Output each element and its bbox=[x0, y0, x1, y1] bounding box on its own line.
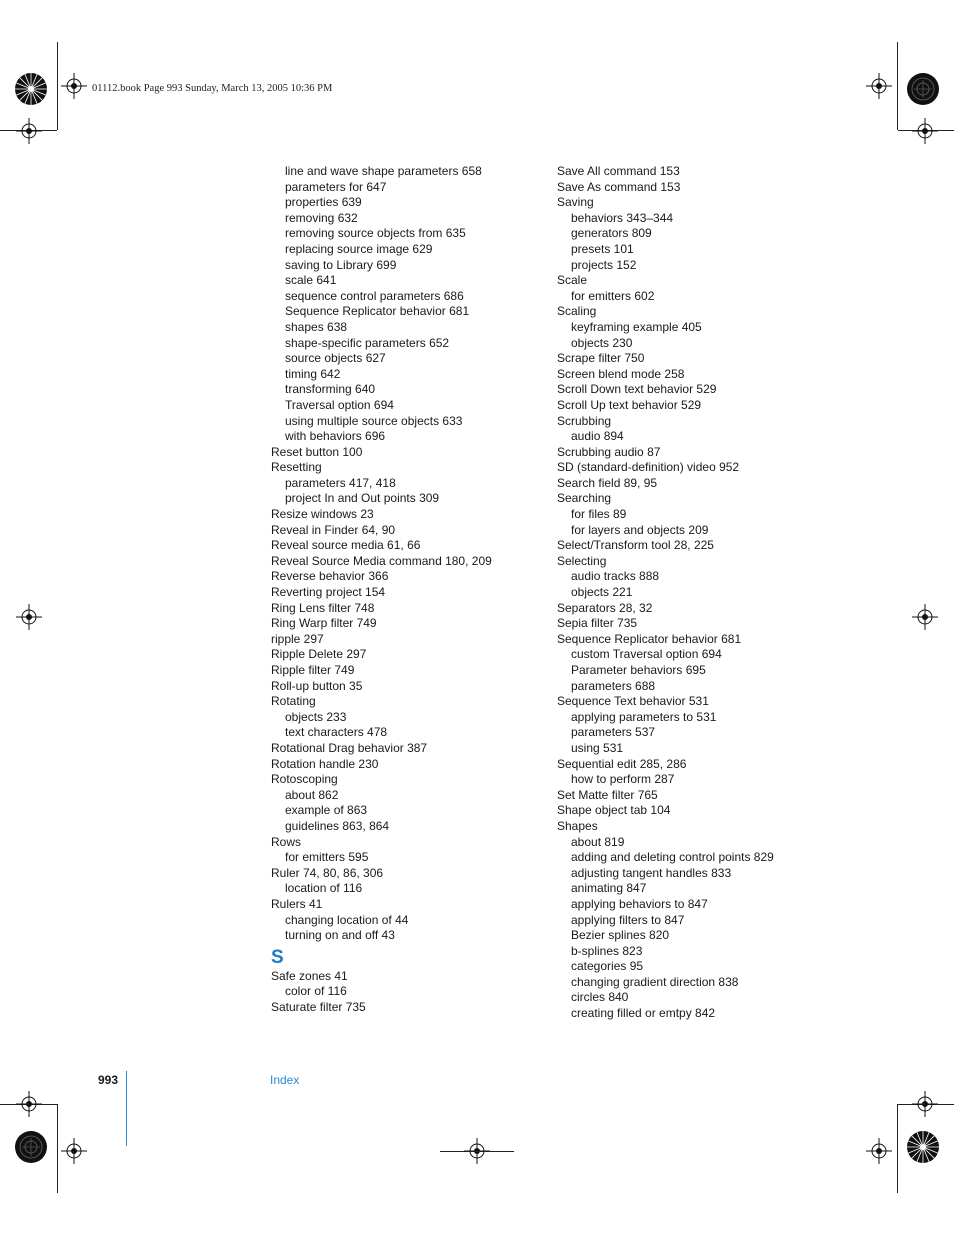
index-column-right bbox=[557, 164, 857, 1022]
index-subentry: audio tracks 888 bbox=[571, 569, 660, 584]
index-entry: ripple 297 bbox=[271, 631, 324, 646]
index-entry: Scrubbing bbox=[557, 413, 612, 428]
footer-section-label: Index bbox=[270, 1073, 300, 1087]
crop-mark-tr-v bbox=[897, 42, 898, 130]
index-subentry: parameters for 647 bbox=[285, 179, 387, 194]
page-number: 993 bbox=[98, 1073, 119, 1087]
index-subentry: about 862 bbox=[285, 787, 339, 802]
index-entry: Select/Transform tool 28, 225 bbox=[557, 538, 714, 553]
index-entry: Scale bbox=[557, 273, 588, 288]
index-entry: Resetting bbox=[271, 460, 322, 475]
crop-mark-bl-v bbox=[57, 1104, 58, 1193]
index-subentry: example of 863 bbox=[285, 803, 368, 818]
index-entry: Scroll Down text behavior 529 bbox=[557, 382, 717, 397]
index-subentry: line and wave shape parameters 658 bbox=[285, 164, 482, 178]
index-subentry: scale 641 bbox=[285, 273, 337, 288]
index-subentry: replacing source image 629 bbox=[285, 241, 433, 256]
index-entry: Roll-up button 35 bbox=[271, 678, 363, 693]
index-entry: SD (standard-definition) video 952 bbox=[557, 460, 740, 475]
index-subentry: changing location of 44 bbox=[285, 912, 409, 927]
index-subentry: objects 230 bbox=[571, 335, 633, 350]
index-subentry: text characters 478 bbox=[285, 725, 388, 740]
index-entry: Rows bbox=[271, 834, 302, 849]
registration-mark-icon bbox=[912, 604, 938, 630]
starburst-icon bbox=[14, 1130, 48, 1164]
index-list-left-before bbox=[271, 164, 541, 944]
index-subentry: shapes 638 bbox=[285, 319, 348, 334]
index-subentry: saving to Library 699 bbox=[285, 257, 397, 272]
index-subentry: removing 632 bbox=[285, 210, 358, 225]
index-subentry: keyframing example 405 bbox=[571, 319, 702, 334]
index-subentry: objects 233 bbox=[285, 709, 347, 724]
index-subentry: for emitters 595 bbox=[285, 850, 369, 865]
index-subentry: using 531 bbox=[571, 740, 624, 755]
book-header-line: 01112.book Page 993 Sunday, March 13, 2005 10:36 PM bbox=[92, 83, 333, 94]
index-entry: Scaling bbox=[557, 304, 597, 319]
index-subentry: projects 152 bbox=[571, 257, 637, 272]
index-list-right bbox=[557, 164, 857, 1022]
index-entry: Rotation handle 230 bbox=[271, 756, 379, 771]
index-list-left-after bbox=[271, 969, 541, 1016]
index-entry: Ripple filter 749 bbox=[271, 663, 355, 677]
index-subentry: properties 639 bbox=[285, 195, 362, 210]
index-subentry: location of 116 bbox=[285, 881, 363, 896]
index-entry: Scrape filter 750 bbox=[557, 351, 645, 366]
index-subentry: Bezier splines 820 bbox=[571, 928, 670, 943]
index-column-left bbox=[271, 164, 541, 1015]
index-subentry: for emitters 602 bbox=[571, 288, 655, 303]
registration-mark-icon bbox=[16, 1091, 42, 1117]
index-entry: Separators 28, 32 bbox=[557, 600, 653, 615]
index-entry: Sequence Replicator behavior 681 bbox=[557, 631, 742, 646]
footer-divider bbox=[126, 1071, 127, 1146]
index-entry: Reverse behavior 366 bbox=[271, 569, 389, 584]
index-subentry: applying parameters to 531 bbox=[571, 709, 717, 724]
index-subentry: behaviors 343–344 bbox=[571, 210, 674, 225]
index-subentry: sequence control parameters 686 bbox=[285, 288, 464, 303]
index-entry: Sequential edit 285, 286 bbox=[557, 756, 687, 771]
index-entry: Sepia filter 735 bbox=[557, 616, 638, 631]
index-subentry: guidelines 863, 864 bbox=[285, 818, 390, 833]
registration-mark-icon bbox=[16, 604, 42, 630]
index-entry: Reveal in Finder 64, 90 bbox=[271, 522, 396, 537]
registration-mark-icon bbox=[16, 118, 42, 144]
index-subentry: changing gradient direction 838 bbox=[571, 974, 739, 989]
index-subentry: audio 894 bbox=[571, 429, 624, 444]
crop-mark-br-v bbox=[897, 1104, 898, 1193]
index-entry: Rotational Drag behavior 387 bbox=[271, 740, 428, 755]
index-entry: Save As command 153 bbox=[557, 179, 681, 194]
index-subentry: creating filled or emtpy 842 bbox=[571, 1006, 716, 1021]
index-entry: Ripple Delete 297 bbox=[271, 647, 367, 662]
starburst-icon bbox=[14, 72, 48, 106]
registration-mark-icon bbox=[61, 73, 87, 99]
index-entry: Search field 89, 95 bbox=[557, 475, 658, 490]
index-subentry: Sequence Replicator behavior 681 bbox=[285, 304, 470, 319]
index-entry: Reveal Source Media command 180, 209 bbox=[271, 553, 492, 568]
index-subentry: turning on and off 43 bbox=[285, 928, 395, 943]
starburst-icon bbox=[906, 72, 940, 106]
index-subentry: parameters 537 bbox=[571, 725, 656, 740]
index-entry: Saturate filter 735 bbox=[271, 999, 366, 1014]
index-subentry: objects 221 bbox=[571, 585, 633, 600]
index-entry: Searching bbox=[557, 491, 612, 506]
index-subentry: transforming 640 bbox=[285, 382, 376, 397]
index-subentry: project In and Out points 309 bbox=[285, 491, 440, 506]
index-entry: Reverting project 154 bbox=[271, 585, 386, 600]
index-entry: Safe zones 41 bbox=[271, 968, 348, 983]
index-subentry: for files 89 bbox=[571, 507, 627, 522]
index-subentry: about 819 bbox=[571, 834, 625, 849]
index-entry: Reset button 100 bbox=[271, 444, 363, 459]
section-letter-heading: S bbox=[271, 946, 284, 968]
index-subentry: applying behaviors to 847 bbox=[571, 896, 708, 911]
index-subentry: adding and deleting control points 829 bbox=[571, 850, 774, 865]
index-entry: Set Matte filter 765 bbox=[557, 787, 658, 802]
index-entry: Ring Lens filter 748 bbox=[271, 600, 375, 615]
index-subentry: with behaviors 696 bbox=[285, 429, 386, 444]
index-entry: Selecting bbox=[557, 553, 607, 568]
index-subentry: presets 101 bbox=[571, 241, 634, 256]
index-subentry: source objects 627 bbox=[285, 351, 386, 366]
index-entry: Shape object tab 104 bbox=[557, 803, 671, 818]
index-subentry: color of 116 bbox=[285, 984, 347, 999]
starburst-icon bbox=[906, 1130, 940, 1164]
index-entry: Ruler 74, 80, 86, 306 bbox=[271, 865, 384, 880]
index-entry: Rotating bbox=[271, 694, 316, 709]
index-subentry: timing 642 bbox=[285, 366, 341, 381]
index-entry: Sequence Text behavior 531 bbox=[557, 694, 709, 709]
crop-mark-tl-v bbox=[57, 42, 58, 130]
index-entry: Rotoscoping bbox=[271, 772, 338, 787]
index-subentry: generators 809 bbox=[571, 226, 652, 241]
registration-mark-icon bbox=[61, 1138, 87, 1164]
registration-mark-icon bbox=[912, 118, 938, 144]
index-subentry: how to perform 287 bbox=[571, 772, 675, 787]
registration-mark-icon bbox=[912, 1091, 938, 1117]
index-subentry: for layers and objects 209 bbox=[571, 522, 709, 537]
index-subentry: b-splines 823 bbox=[571, 943, 643, 958]
index-entry: Ring Warp filter 749 bbox=[271, 616, 377, 631]
index-subentry: removing source objects from 635 bbox=[285, 226, 466, 241]
index-entry: Reveal source media 61, 66 bbox=[271, 538, 421, 553]
index-subentry: custom Traversal option 694 bbox=[571, 647, 722, 662]
index-subentry: categories 95 bbox=[571, 959, 644, 974]
registration-mark-icon bbox=[866, 73, 892, 99]
index-subentry: animating 847 bbox=[571, 881, 647, 896]
index-subentry: shape-specific parameters 652 bbox=[285, 335, 450, 350]
index-subentry: Parameter behaviors 695 bbox=[571, 663, 706, 677]
index-subentry: parameters 688 bbox=[571, 678, 656, 693]
index-subentry: adjusting tangent handles 833 bbox=[571, 865, 732, 880]
index-entry: Resize windows 23 bbox=[271, 507, 374, 522]
index-entry: Screen blend mode 258 bbox=[557, 366, 685, 381]
index-entry: Save All command 153 bbox=[557, 164, 680, 178]
index-entry: Rulers 41 bbox=[271, 896, 323, 911]
registration-line bbox=[440, 1151, 514, 1152]
index-entry: Scrubbing audio 87 bbox=[557, 444, 661, 459]
index-subentry: applying filters to 847 bbox=[571, 912, 685, 927]
index-subentry: circles 840 bbox=[571, 990, 629, 1005]
index-subentry: Traversal option 694 bbox=[285, 397, 394, 412]
index-subentry: using multiple source objects 633 bbox=[285, 413, 463, 428]
registration-mark-icon bbox=[866, 1138, 892, 1164]
index-subentry: parameters 417, 418 bbox=[285, 475, 396, 490]
index-entry: Shapes bbox=[557, 818, 598, 833]
index-entry: Saving bbox=[557, 195, 594, 210]
index-entry: Scroll Up text behavior 529 bbox=[557, 397, 702, 412]
